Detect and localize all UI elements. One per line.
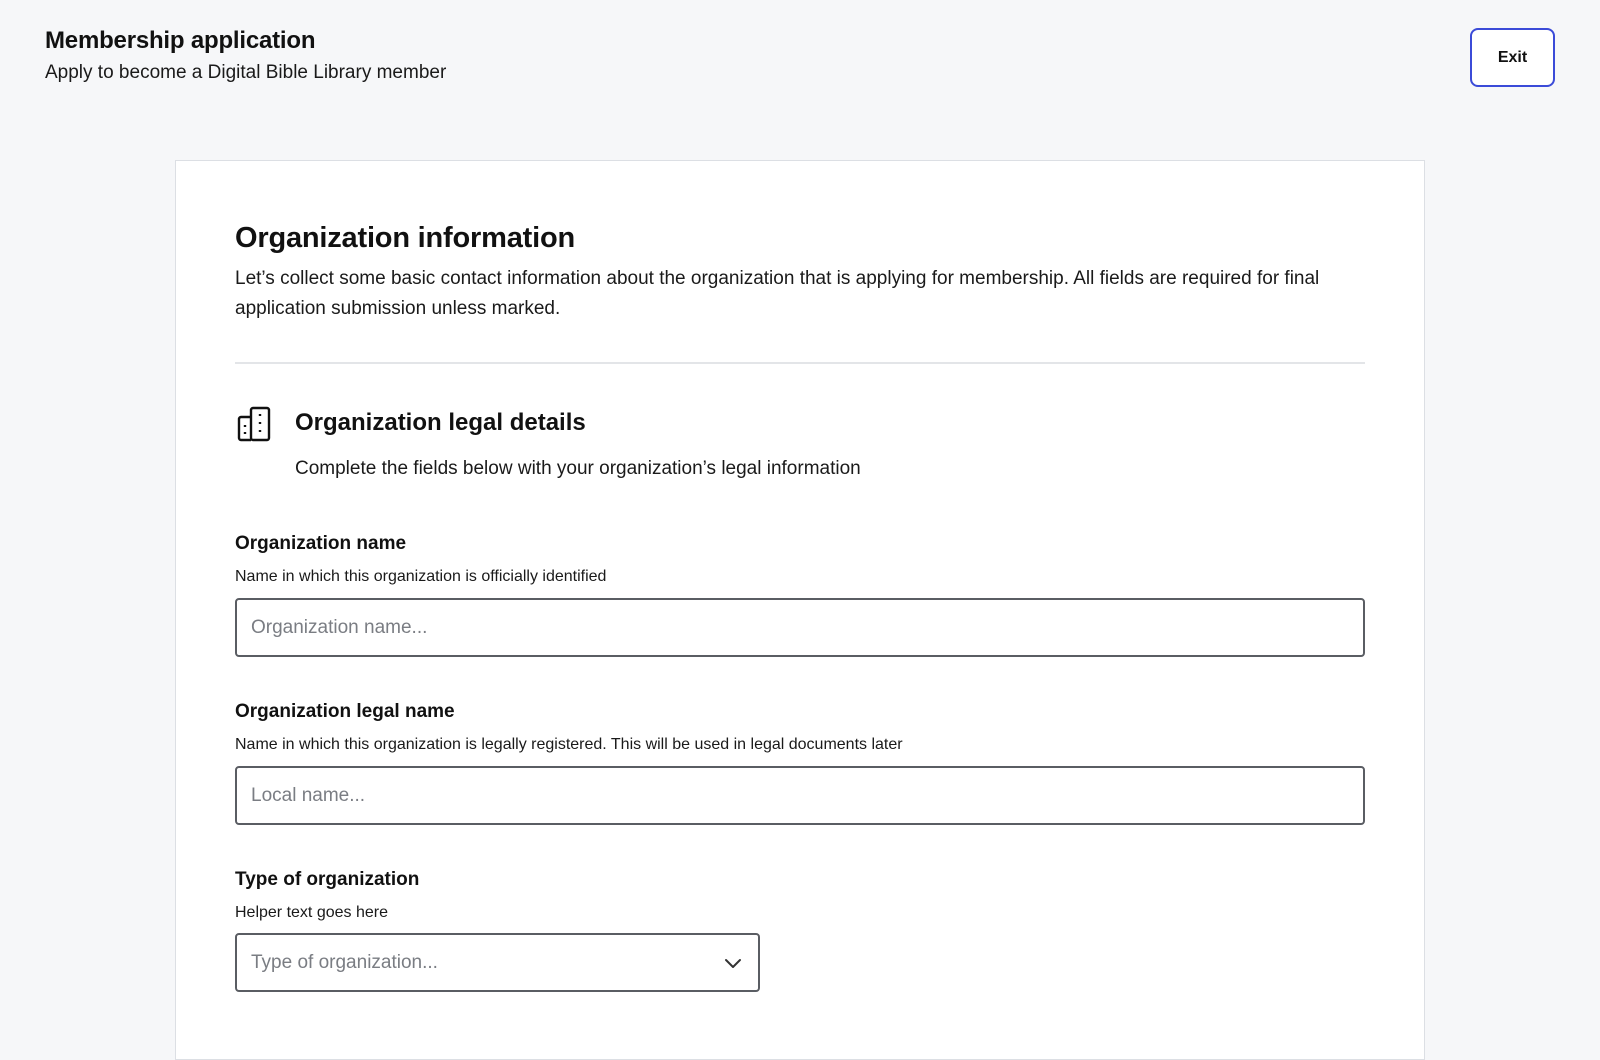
legal-details-title: Organization legal details bbox=[295, 409, 586, 436]
org-type-select[interactable] bbox=[235, 933, 760, 992]
legal-details-description: Complete the fields below with your organization’s legal information bbox=[295, 458, 861, 479]
org-type-placeholder: Type of organization... bbox=[251, 951, 438, 973]
legal-name-input[interactable] bbox=[235, 766, 1365, 825]
page-header bbox=[45, 24, 446, 88]
legal-name-helper: Name in which this organization is legally registered. This will be used in legal documents later bbox=[235, 736, 903, 753]
org-type-label: Type of organization bbox=[235, 869, 420, 890]
page-subtitle: Apply to become a Digital Bible Library member bbox=[45, 62, 447, 83]
org-name-label: Organization name bbox=[235, 533, 407, 554]
section-title: Organization information bbox=[235, 222, 575, 254]
org-name-helper: Name in which this organization is officially identified bbox=[235, 568, 607, 585]
section-divider bbox=[235, 362, 1365, 364]
section-description: Let’s collect some basic contact information about the organization that is applying for membership. All fields are required for final application submission unless marked. bbox=[235, 268, 1320, 319]
building-icon bbox=[236, 405, 274, 443]
org-type-helper: Helper text goes here bbox=[235, 904, 388, 921]
chevron-down-icon bbox=[722, 952, 744, 974]
org-name-input[interactable] bbox=[235, 598, 1365, 657]
legal-name-label: Organization legal name bbox=[235, 701, 455, 722]
exit-button[interactable]: Exit bbox=[1470, 28, 1555, 87]
page-title: Membership application bbox=[45, 27, 316, 54]
